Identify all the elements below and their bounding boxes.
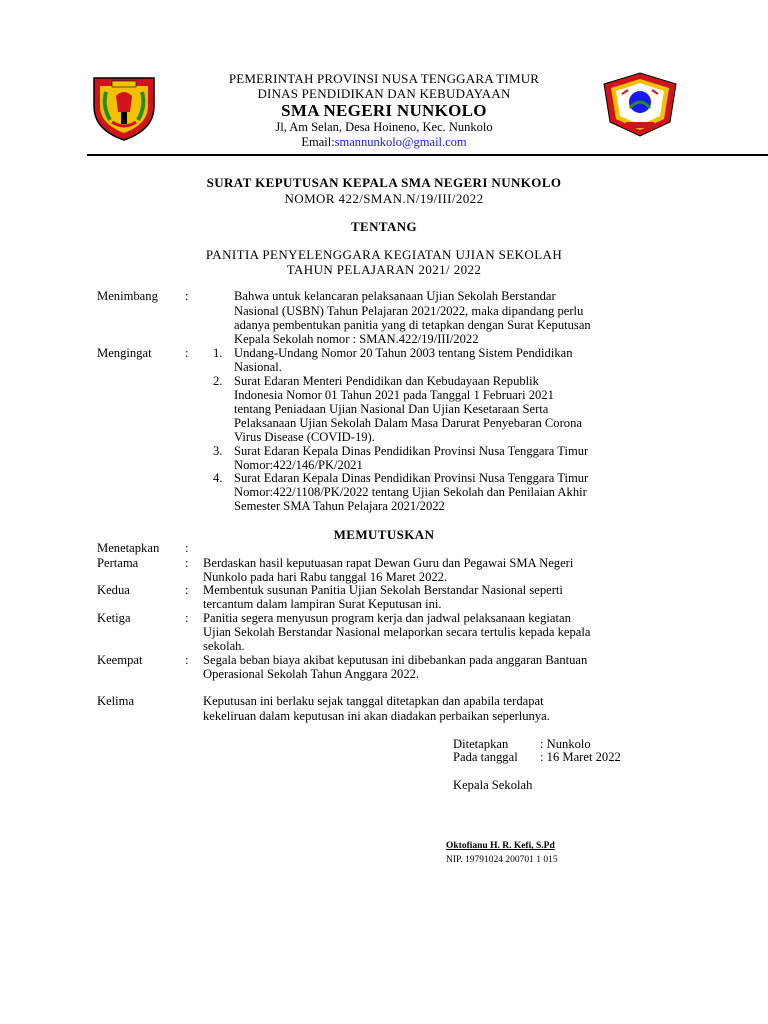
memutuskan-heading: MEMUTUSKAN xyxy=(333,527,435,542)
decision-label: Pertama xyxy=(97,556,139,570)
decision-label: Keempat xyxy=(97,653,143,667)
tanggal-label: Pada tanggal xyxy=(453,750,518,764)
mengingat-colon: : xyxy=(185,346,189,360)
decree-number: NOMOR 422/SMAN.N/19/III/2022 xyxy=(284,191,484,206)
decision-text-line: kekeliruan dalam keputusan ini akan diadakan perbaikan seperlunya. xyxy=(203,709,550,723)
mengingat-item-line: Nasional. xyxy=(234,360,282,374)
school-email-line xyxy=(0,135,768,150)
decision-label: Menetapkan xyxy=(97,541,160,555)
mengingat-item-number: 2. xyxy=(213,374,223,388)
letterhead-divider xyxy=(87,154,768,156)
decision-label: Kelima xyxy=(97,694,135,708)
decision-text-line: Operasional Sekolah Tahun Anggara 2022. xyxy=(203,667,420,681)
decision-colon: : xyxy=(185,541,189,555)
mengingat-label: Mengingat xyxy=(97,346,152,360)
mengingat-item-line: Surat Edaran Kepala Dinas Pendidikan Provinsi Nusa Tenggara Timur xyxy=(234,444,589,458)
menimbang-line: adanya pembentukan panitia yang di tetapkan dengan Surat Keputusan xyxy=(234,318,591,332)
decision-colon: : xyxy=(185,653,189,667)
decision-text-line: Membentuk susunan Panitia Ujian Sekolah Berstandar Nasional seperti xyxy=(203,583,563,597)
email-label: Email: xyxy=(301,135,335,149)
mengingat-item-line: Nomor:422/146/PK/2021 xyxy=(234,458,363,472)
ditetapkan-value: : Nunkolo xyxy=(540,737,591,751)
mengingat-item-line: Semester SMA Tahun Pelajara 2021/2022 xyxy=(234,499,445,513)
decision-text-line: Keputusan ini berlaku sejak tanggal ditetapkan dan apabila terdapat xyxy=(203,694,544,708)
decision-label: Kedua xyxy=(97,583,130,597)
header-department: DINAS PENDIDIKAN DAN KEBUDAYAAN xyxy=(257,86,511,101)
decision-text-line: sekolah. xyxy=(203,639,245,653)
menimbang-label: Menimbang xyxy=(97,289,158,303)
mengingat-item-line: Surat Edaran Kepala Dinas Pendidikan Provinsi Nusa Tenggara Timur xyxy=(234,471,589,485)
school-name: SMA NEGERI NUNKOLO xyxy=(281,101,487,120)
mengingat-item-number: 3. xyxy=(213,444,223,458)
menimbang-line: Bahwa untuk kelancaran pelaksanaan Ujian Sekolah Berstandar xyxy=(234,289,556,303)
subject-line-2: TAHUN PELAJARAN 2021/ 2022 xyxy=(286,262,482,277)
tentang-heading: TENTANG xyxy=(350,219,418,234)
decision-text-line: Ujian Sekolah Berstandar Nasional melaporkan secara tertulis kepada kepala xyxy=(203,625,591,639)
decision-colon: : xyxy=(185,611,189,625)
decision-label: Ketiga xyxy=(97,611,131,625)
menimbang-line: Nasional (USBN) Tahun Pelajaran 2021/2022, maka dipandang perlu xyxy=(234,304,584,318)
mengingat-item-line: Surat Edaran Menteri Pendidikan dan Kebudayaan Republik xyxy=(234,374,539,388)
mengingat-item-line: Indonesia Nomor 01 Tahun 2021 pada Tanggal 1 Februari 2021 xyxy=(234,388,554,402)
mengingat-item-line: tentang Peniadaan Ujian Nasional Dan Ujian Kesetaraan Serta xyxy=(234,402,549,416)
decree-title: SURAT KEPUTUSAN KEPALA SMA NEGERI NUNKOLO xyxy=(206,175,562,190)
mengingat-item-line: Undang-Undang Nomor 20 Tahun 2003 tentang Sistem Pendidikan xyxy=(234,346,573,360)
school-address: Jl, Am Selan, Desa Hoineno, Kec. Nunkolo xyxy=(275,120,493,134)
mengingat-item-line: Virus Disease (COVID-19). xyxy=(234,430,375,444)
decision-text-line: Segala beban biaya akibat keputusan ini dibebankan pada anggaran Bantuan xyxy=(203,653,588,667)
header-government: PEMERINTAH PROVINSI NUSA TENGGARA TIMUR xyxy=(228,71,540,86)
email-link[interactable]: smannunkolo@gmail.com xyxy=(334,135,467,149)
mengingat-item-line: Pelaksanaan Ujian Sekolah Dalam Masa Darurat Penyebaran Corona xyxy=(234,416,582,430)
ditetapkan-label: Ditetapkan xyxy=(453,737,509,751)
signatory-nip: NIP. 19791024 200701 1 015 xyxy=(446,855,558,865)
decision-colon: : xyxy=(185,556,189,570)
decision-text-line: Nunkolo pada hari Rabu tanggal 16 Maret 2022. xyxy=(203,570,448,584)
mengingat-item-line: Nomor:422/1108/PK/2022 tentang Ujian Sekolah dan Penilaian Akhir xyxy=(234,485,587,499)
subject-line-1: PANITIA PENYELENGGARA KEGIATAN UJIAN SEKOLAH xyxy=(205,247,563,262)
menimbang-line: Kepala Sekolah nomor : SMAN.422/19/III/2022 xyxy=(234,332,479,346)
tanggal-value: : 16 Maret 2022 xyxy=(540,750,621,764)
decision-text-line: tercantum dalam lampiran Surat Keputusan ini. xyxy=(203,597,442,611)
mengingat-item-number: 1. xyxy=(213,346,223,360)
decision-text-line: Berdaskan hasil keputuasan rapat Dewan Guru dan Pegawai SMA Negeri xyxy=(203,556,574,570)
signatory-name: Oktofianu H. R. Kefi, S.Pd xyxy=(446,841,555,851)
signatory-position: Kepala Sekolah xyxy=(453,778,533,792)
menimbang-colon: : xyxy=(185,289,189,303)
decision-text-line: Panitia segera menyusun program kerja dan jadwal pelaksanaan kegiatan xyxy=(203,611,571,625)
decision-colon: : xyxy=(185,583,189,597)
mengingat-item-number: 4. xyxy=(213,471,223,485)
